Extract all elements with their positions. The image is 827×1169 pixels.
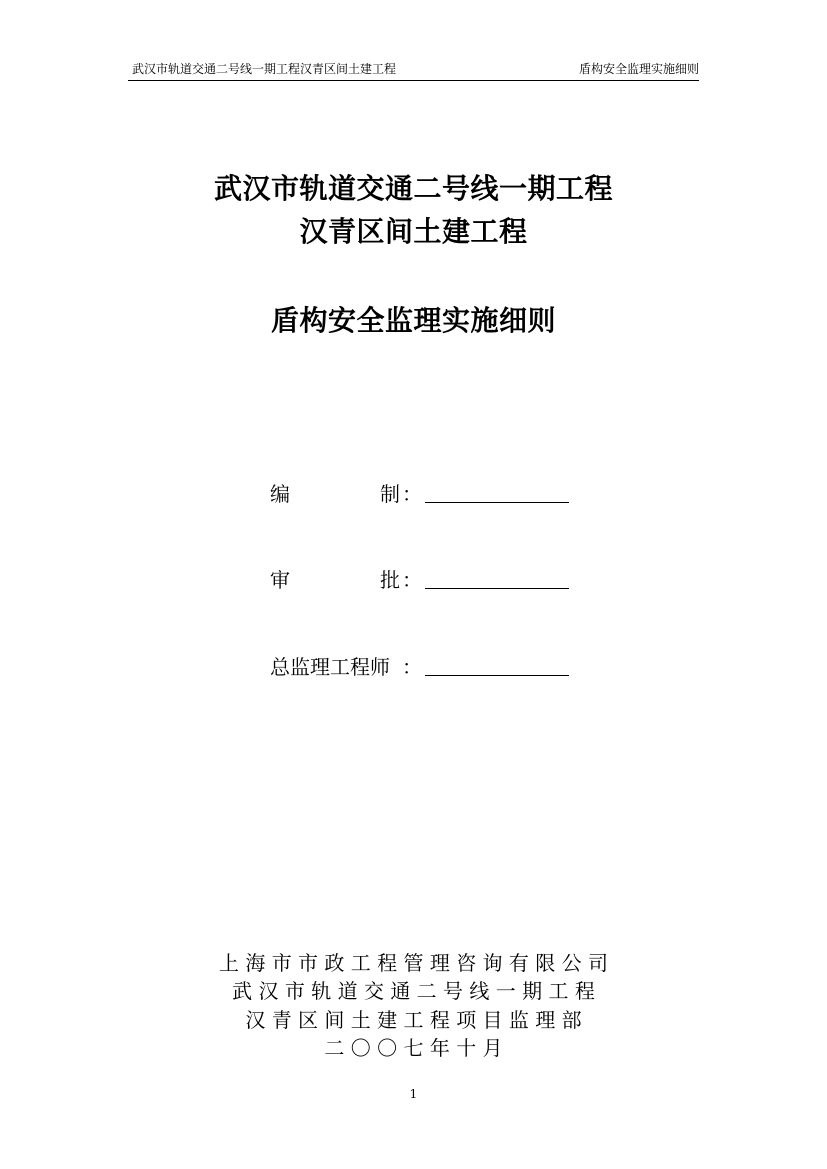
compile-label-first: 编 — [270, 482, 290, 506]
header-project-name: 武汉市轨道交通二号线一期工程汉青区间土建工程 — [132, 62, 397, 76]
chief-engineer-signature-line — [425, 675, 569, 676]
approve-signature-line — [425, 588, 569, 589]
document-date: 二 〇 〇 七 年 十 月 — [324, 1036, 503, 1060]
compile-signature-line — [425, 502, 569, 503]
header-document-name: 盾构安全监理实施细则 — [578, 62, 699, 76]
title-line-1: 武汉市轨道交通二号线一期工程 — [213, 172, 613, 205]
approve-label-first: 审 — [270, 568, 290, 592]
approve-label-second: 批 — [380, 568, 400, 592]
org-project-name: 武 汉 市 轨 道 交 通 二 号 线 一 期 工 程 — [232, 979, 595, 1003]
chief-engineer-label: 总监理工程师 — [270, 655, 390, 679]
org-department-name: 汉 青 区 间 土 建 工 程 项 目 监 理 部 — [245, 1008, 582, 1032]
compile-colon: ： — [402, 482, 422, 506]
title-line-2: 汉青区间土建工程 — [299, 215, 528, 248]
page-header — [128, 58, 699, 81]
compile-label-second: 制 — [380, 482, 400, 506]
approve-colon: ： — [402, 568, 422, 592]
org-company-name: 上 海 市 市 政 工 程 管 理 咨 询 有 限 公 司 — [218, 951, 608, 975]
document-title: 盾构安全监理实施细则 — [270, 304, 556, 337]
page-number: 1 — [409, 1087, 418, 1101]
chief-engineer-colon: ： — [402, 655, 422, 679]
